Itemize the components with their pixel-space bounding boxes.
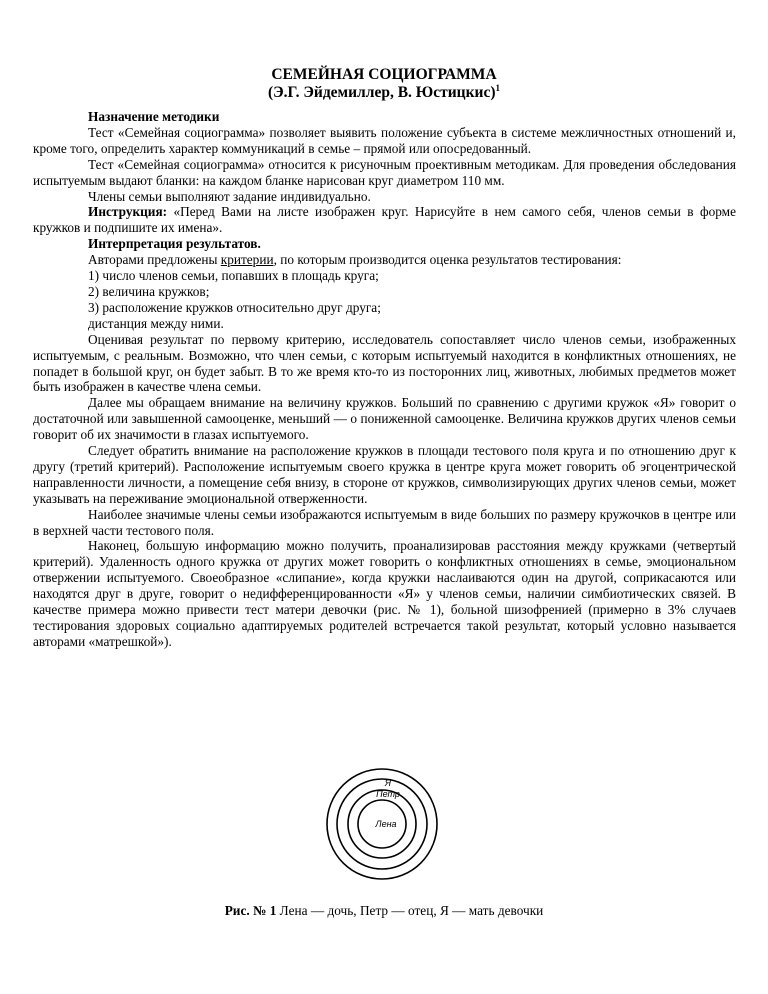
label-petr: Петр (376, 789, 400, 799)
document-title: СЕМЕЙНАЯ СОЦИОГРАММА (271, 66, 497, 83)
criterion-4: дистанция между ними. (88, 315, 224, 331)
criterion-2: 2) величина кружков; (88, 283, 210, 299)
instruction-paragraph (33, 204, 736, 236)
document-authors (0, 84, 768, 102)
caption-text: Лена — дочь, Петр — отец, Я — мать девочки (276, 903, 544, 918)
label-lena: Лена (375, 819, 397, 829)
authors-text: (Э.Г. Эйдемиллер, В. Юстицкис) (267, 84, 496, 101)
figure-matryoshka (307, 768, 457, 880)
concentric-circles-diagram (307, 768, 457, 880)
interpretation-heading: Интерпретация результатов. (88, 236, 261, 252)
criteria-link[interactable]: критерии (220, 252, 274, 268)
paragraph-significant-members: Наиболее значимые члены семьи изображаются испытуемым в виде больших по размеру кружочков в центре или в верхней части тестового поля. (33, 506, 736, 538)
criterion-3: 3) расположение кружков относительно друг друга; (88, 299, 381, 315)
paragraph-circle-placement: Следует обратить внимание на расположение кружков в площади тестового поля круга и по отношению друг к другу (третий критерий). Расположение испытуемым своего кружка в центре круга может говорить об эгоцентрической направленности личности, а помещение себя внизу, в стороне от кружков, символизирующих других членов семьи, может указывать на переживание эмоциональной отверженности. (33, 443, 736, 506)
document-body (33, 109, 736, 650)
criteria-after: , по которым производится оценка результатов тестирования: (273, 252, 622, 268)
instruction-text: «Перед Вами на листе изображен круг. Нарисуйте в нем самого себя, членов семьи в форме кружков и подпишите их имена». (33, 204, 736, 236)
purpose-heading: Назначение методики (88, 109, 220, 124)
criterion-1: 1) число членов семьи, попавших в площадь круга; (88, 268, 379, 284)
criteria-before: Авторами предложены (88, 252, 221, 268)
caption-label: Рис. № 1 (224, 903, 277, 918)
figure-caption (0, 903, 768, 919)
purpose-paragraph-3: Члены семьи выполняют задание индивидуально. (88, 188, 371, 204)
criteria-intro (33, 252, 736, 268)
label-ya: Я (384, 778, 392, 788)
paragraph-circle-size: Далее мы обращаем внимание на величину кружков. Больший по сравнению с другими кружок «Я» говорит о достаточной или завышенной самооценке, меньший — о пониженной самооценке. Величина кружков других членов семьи говорит об их значимости в глазах испытуемого. (33, 395, 736, 443)
purpose-paragraph-1: Тест «Семейная социограмма» позволяет выявить положение субъекта в системе межличностных отношений и, кроме того, определить характер коммуникаций в семье – прямой или опосредованный. (33, 124, 736, 156)
footnote-mark: 1 (495, 83, 500, 93)
paragraph-first-criterion: Оценивая результат по первому критерию, исследователь сопоставляет число членов семьи, изображенных испытуемым, с реальным. Возможно, что член семьи, с которым испытуемый находится в конфликтных отношениях, не попадет в большой круг, он будет забыт. В то же время кто-то из посторонних лиц, животных, любимых предметов может быть изображен в качестве члена семьи. (33, 331, 736, 395)
instruction-label: Инструкция: (88, 204, 168, 220)
purpose-paragraph-2: Тест «Семейная социограмма» относится к рисуночным проективным методикам. Для проведения обследования испытуемым выдают бланки: на каждом бланке нарисован круг диаметром 110 мм. (33, 156, 736, 188)
paragraph-distances: Наконец, большую информацию можно получить, проанализировав расстояния между кружками (четвертый критерий). Удаленность одного кружка от других может говорить о конфликтных отношениях в семье, эмоциональном отвержении испытуемого. Своеобразное «слипание», когда кружки наслаиваются один на другой, соприкасаются или находятся друг в друге, говорит о недифференцированности «Я» у членов семьи, наличии симбиотических связей. В качестве примера можно привести тест матери девочки (рис. № 1), больной шизофренией (примерно в 3% случаев тестирования здоровых социально адаптируемых родителей встречается такой результат, который условно называется авторами «матрешкой»). (33, 538, 736, 649)
